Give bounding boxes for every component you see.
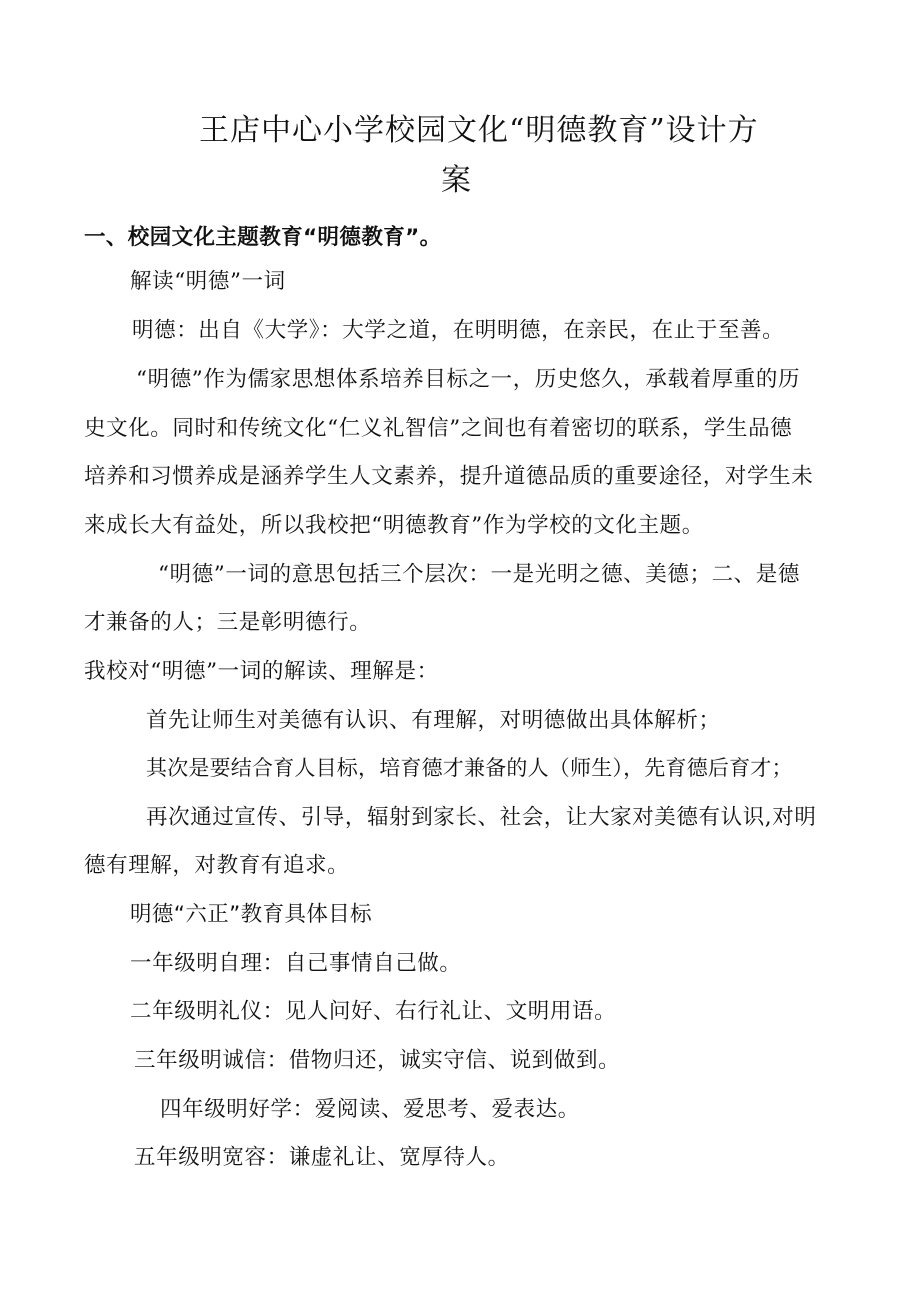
para1-line1: “明德”作为儒家思想体系培养目标之一，历史悠久，承载着厚重的历	[136, 367, 801, 392]
grade3-goal: 三年级明诚信：借物归还，诚实守信、说到做到。	[134, 1048, 621, 1073]
school-interpretation: 我校对“明德”一词的解读、理解是：	[84, 659, 439, 684]
para1-line3: 培养和习惯养成是涵养学生人文素养，提升道德品质的重要途径，对学生未	[84, 464, 814, 489]
second-point: 其次是要结合育人目标，培育德才兼备的人（师生），先育德后育才；	[146, 756, 793, 780]
six-goals-heading: 明德“六正”教育具体目标	[130, 902, 373, 927]
first-point: 首先让师生对美德有认识、有理解，对明德做出具体解析；	[146, 708, 721, 733]
third-point-line2: 德有理解，对教育有追求。	[84, 853, 350, 878]
section1-heading: 一、校园文化主题教育“明德教育”。	[84, 225, 442, 250]
grade4-goal: 四年级明好学：爱阅读、爱思考、爱表达。	[160, 1097, 580, 1122]
document-title-line1: 王店中心小学校园文化“明德教育”设计方	[199, 113, 759, 148]
document-title-line2: 案	[441, 163, 472, 198]
para2-line1: “明德”一词的意思包括三个层次：一是光明之德、美德；二、是德	[158, 562, 800, 587]
para1-line2: 史文化。同时和传统文化“仁义礼智信”之间也有着密切的联系，学生品德	[84, 416, 793, 441]
grade1-goal: 一年级明自理：自己事情自己做。	[130, 951, 462, 976]
subheading-interpret: 解读“明德”一词	[130, 269, 286, 294]
grade2-goal: 二年级明礼仪：见人问好、右行礼让、文明用语。	[130, 999, 617, 1024]
third-point-line1: 再次通过宣传、引导，辐射到家长、社会，让大家对美德有认识,对明	[146, 805, 817, 830]
source-line: 明德：出自《大学》：大学之道，在明明德，在亲民，在止于至善。	[132, 318, 785, 343]
para2-line2: 才兼备的人；三是彰明德行。	[84, 610, 372, 635]
para1-line4: 来成长大有益处，所以我校把“明德教育”作为学校的文化主题。	[84, 513, 704, 538]
grade5-goal: 五年级明宽容：谦虚礼让、宽厚待人。	[134, 1145, 510, 1170]
